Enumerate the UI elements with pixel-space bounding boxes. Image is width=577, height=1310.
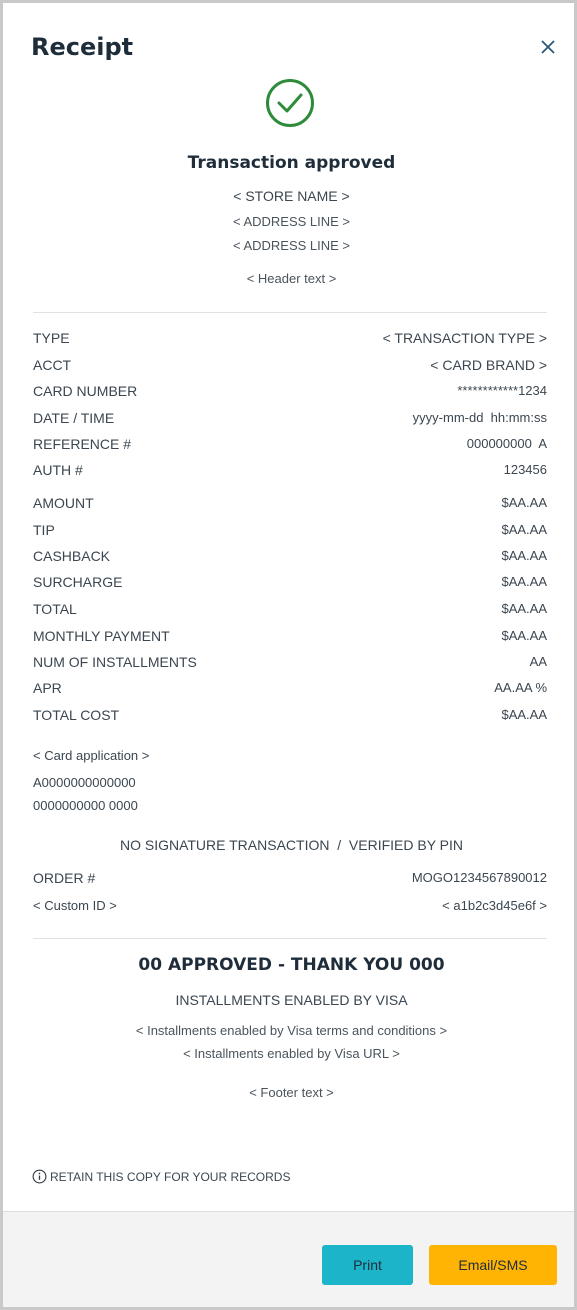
row-label: DATE / TIME — [33, 410, 115, 426]
address-line: < ADDRESS LINE > — [232, 238, 351, 253]
check-circle-icon — [265, 78, 315, 128]
row-value: $AA.AA — [501, 495, 547, 510]
row-label: < Custom ID > — [33, 898, 117, 913]
row-label: NUM OF INSTALLMENTS — [33, 654, 197, 670]
info-icon — [32, 1169, 47, 1184]
row-value: ************1234 — [457, 383, 547, 398]
row-value: AA — [529, 654, 547, 669]
row-label: APR — [33, 680, 62, 696]
print-button[interactable]: Print — [322, 1245, 413, 1285]
verification-method: NO SIGNATURE TRANSACTION / VERIFIED BY PIN — [119, 837, 464, 853]
row-value: $AA.AA — [501, 628, 547, 643]
row-label: ACCT — [33, 357, 72, 373]
transaction-status: Transaction approved — [187, 153, 396, 173]
row-value: $AA.AA — [501, 548, 547, 563]
row-value: $AA.AA — [501, 522, 547, 537]
row-label: AUTH # — [33, 462, 83, 478]
row-value: AA.AA % — [494, 680, 547, 695]
result-line: 00 APPROVED - THANK YOU 000 — [138, 955, 445, 975]
row-label: CARD NUMBER — [33, 383, 138, 399]
row-label: TYPE — [33, 330, 70, 346]
row-value: < TRANSACTION TYPE > — [382, 330, 547, 346]
header-text: < Header text > — [246, 271, 337, 286]
row-label: CASHBACK — [33, 548, 111, 564]
row-label: TOTAL COST — [33, 707, 120, 723]
installments-terms: < Installments enabled by Visa terms and conditions > — [135, 1023, 448, 1038]
row-label: TOTAL — [33, 601, 77, 617]
row-label: SURCHARGE — [33, 574, 123, 590]
retain-note — [32, 1169, 290, 1184]
divider — [33, 938, 547, 939]
row-label: MONTHLY PAYMENT — [33, 628, 170, 644]
row-value: $AA.AA — [501, 707, 547, 722]
row-value: $AA.AA — [501, 601, 547, 616]
card-application-label: < Card application > — [33, 748, 150, 763]
row-value: 123456 — [503, 462, 547, 477]
row-value: MOGO1234567890012 — [411, 870, 547, 885]
dialog-title: Receipt — [31, 33, 134, 61]
retain-note-text: RETAIN THIS COPY FOR YOUR RECORDS — [50, 1169, 291, 1184]
row-value: yyyy-mm-dd hh:mm:ss — [412, 410, 547, 425]
card-tvr: 0000000000 0000 — [33, 798, 138, 813]
installments-enabled: INSTALLMENTS ENABLED BY VISA — [175, 992, 408, 1008]
row-label: AMOUNT — [33, 495, 94, 511]
row-value: $AA.AA — [501, 574, 547, 589]
row-label: TIP — [33, 522, 55, 538]
email-sms-button[interactable]: Email/SMS — [429, 1245, 557, 1285]
row-label: REFERENCE # — [33, 436, 132, 452]
close-icon[interactable] — [537, 36, 559, 58]
store-name: < STORE NAME > — [233, 188, 350, 204]
address-line: < ADDRESS LINE > — [232, 214, 351, 229]
divider — [33, 312, 547, 313]
row-value: 000000000 A — [466, 436, 547, 451]
row-value: < a1b2c3d45e6f > — [442, 898, 547, 913]
footer-text: < Footer text > — [249, 1085, 334, 1100]
card-aid: A0000000000000 — [33, 775, 136, 790]
row-label: ORDER # — [33, 870, 96, 886]
installments-url: < Installments enabled by Visa URL > — [183, 1046, 400, 1061]
row-value: < CARD BRAND > — [430, 357, 547, 373]
